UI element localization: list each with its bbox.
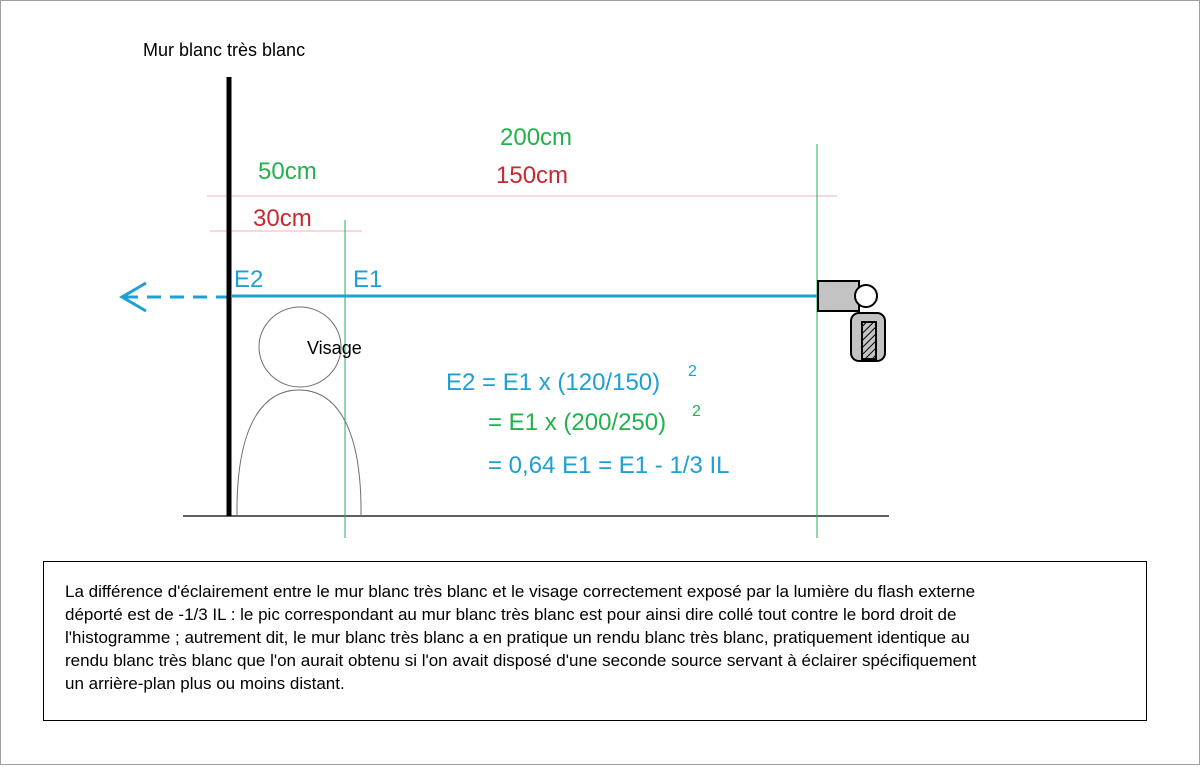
formula-line-1-exponent: 2 — [688, 363, 697, 380]
explanation-caption — [43, 561, 1147, 721]
illuminance-label-e1: E1 — [353, 266, 383, 293]
wall-label: Mur blanc très blanc — [143, 40, 306, 60]
formula-line-3: = 0,64 E1 = E1 - 1/3 IL — [488, 452, 730, 479]
caption-line: l'histogramme ; autrement dit, le mur blanc très blanc a en pratique un rendu blanc très blanc, pratiquement identique au — [65, 628, 970, 647]
distance-label-50cm: 50cm — [258, 158, 317, 185]
caption-line: déporté est de -1/3 IL : le pic correspondant au mur blanc très blanc est pour ainsi dire collé tout contre le bord droit de — [65, 605, 957, 624]
caption-line: un arrière-plan plus ou moins distant. — [65, 674, 345, 693]
formula-line-2: = E1 x (200/250) — [488, 409, 667, 436]
caption-line: La différence d'éclairement entre le mur blanc très blanc et le visage correctement exposé par la lumière du flash externe — [65, 582, 976, 601]
flash-unit-icon — [818, 281, 885, 361]
caption-line: rendu blanc très blanc que l'on aurait obtenu si l'on avait disposé d'une seconde source servant à éclairer spécifiquement — [65, 651, 977, 670]
illuminance-formula — [446, 363, 730, 479]
distance-label-30cm: 30cm — [253, 205, 312, 232]
formula-line-1: E2 = E1 x (120/150) — [446, 369, 661, 396]
distance-label-200cm: 200cm — [500, 124, 573, 151]
illuminance-label-e2: E2 — [234, 266, 264, 293]
distance-label-150cm: 150cm — [496, 162, 569, 189]
subject-label: Visage — [307, 338, 362, 358]
formula-line-2-exponent: 2 — [692, 403, 701, 420]
person-body — [237, 390, 361, 516]
